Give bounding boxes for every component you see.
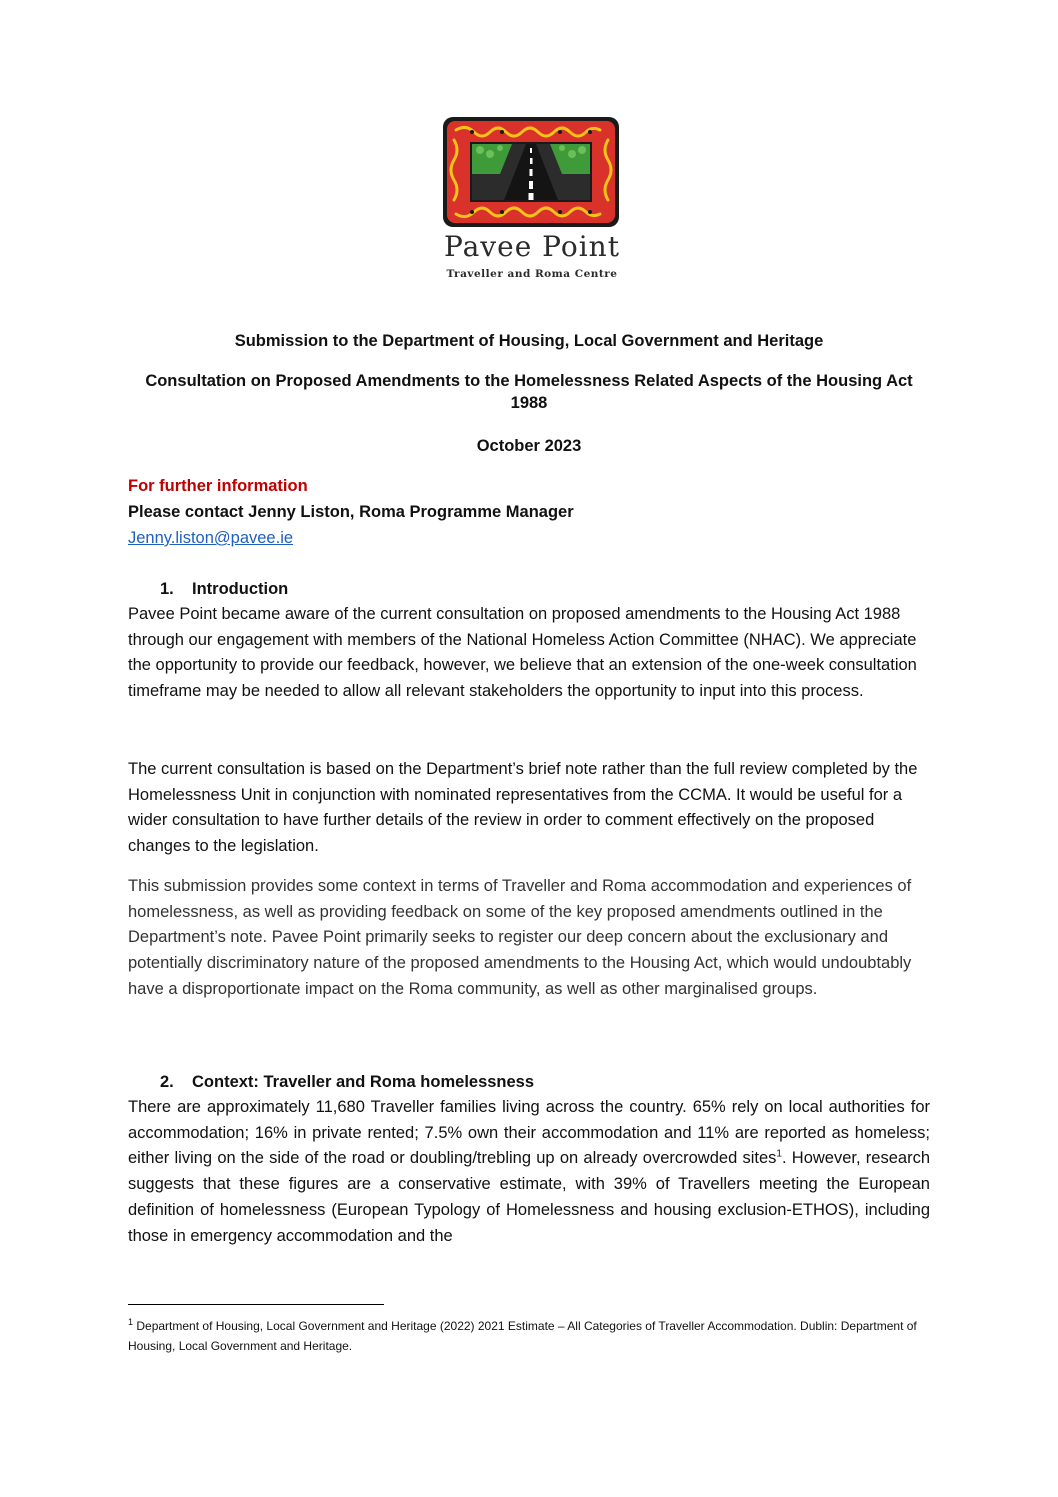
context-paragraph: [128, 1095, 930, 1249]
submission-date: October 2023: [476, 437, 582, 455]
footnote-text: Department of Housing, Local Government and Heritage (2022) 2021 Estimate – All Categories of Traveller Accommodation. Dublin: Department of Housing, Local Government and Heritage.: [128, 1319, 917, 1353]
footnote: [128, 1316, 930, 1356]
footnote-reference[interactable]: 1: [776, 1148, 782, 1160]
intro-paragraph-2: The current consultation is based on the Department’s brief note rather than the full review completed by the Homelessness Unit in conjunction with nominated representatives from the CCMA. It would be useful for a wider consultation to have further details of the review in order to comment effectively on the proposed changes to the legislation.: [128, 760, 918, 856]
contact-heading: For further information: [128, 477, 308, 495]
context-text-part2: . However, research suggests that these figures are a conservative estimate, with 39% of Travellers meeting the European definition of homelessness (European Typology of Homelessness and housing exclusion-ETHOS), including those in emergency accommodation and the: [128, 1149, 930, 1245]
logo-name: Pavee Point: [444, 230, 620, 263]
contact-block: [128, 473, 574, 551]
section-title: Context: Traveller and Roma homelessness: [192, 1073, 535, 1091]
consultation-title: Consultation on Proposed Amendments to the Homelessness Related Aspects of the Housing Act 1988: [145, 372, 913, 412]
contact-person: Please contact Jenny Liston, Roma Programme Manager: [128, 503, 574, 521]
context-text-part1: There are approximately 11,680 Traveller families living across the country. 65% rely on local authorities for accommodation; 16% in private rented; 7.5% own their accommodation and 11% are reported as homeless; either living on the side of the road or doubling/trebling up on already overcrowded sites: [128, 1098, 930, 1168]
submission-title: Submission to the Department of Housing, Local Government and Heritage: [234, 332, 824, 350]
logo-tagline: Traveller and Roma Centre: [446, 268, 618, 280]
section-number: 2.: [160, 1073, 174, 1091]
section-title: Introduction: [192, 580, 289, 598]
intro-paragraph-1: Pavee Point became aware of the current consultation on proposed amendments to the Housing Act 1988 through our engagement with members of the National Homeless Action Committee (NHAC). We appreciate the opportunity to provide our feedback, however, we believe that an extension of the one-week consultation timeframe may be needed to allow all relevant stakeholders the opportunity to input into this process.: [128, 605, 917, 701]
logo-emblem: [442, 116, 620, 228]
contact-email-link[interactable]: Jenny.liston@pavee.ie: [128, 529, 294, 547]
pavee-point-logo: [436, 110, 628, 288]
footnote-separator: [128, 1304, 384, 1305]
footnote-number: 1: [128, 1317, 134, 1327]
section-1-heading: [160, 577, 288, 601]
intro-paragraph-3: This submission provides some context in terms of Traveller and Roma accommodation and experiences of homelessness, as well as providing feedback on some of the key proposed amendments outlined in the Department’s note. Pavee Point primarily seeks to register our deep concern about the exclusionary and potentially discriminatory nature of the proposed amendments to the Housing Act, which would undoubtably have a disproportionate impact on the Roma community, as well as other marginalised groups.: [128, 877, 912, 998]
section-number: 1.: [160, 580, 174, 598]
section-2-heading: [160, 1070, 534, 1094]
